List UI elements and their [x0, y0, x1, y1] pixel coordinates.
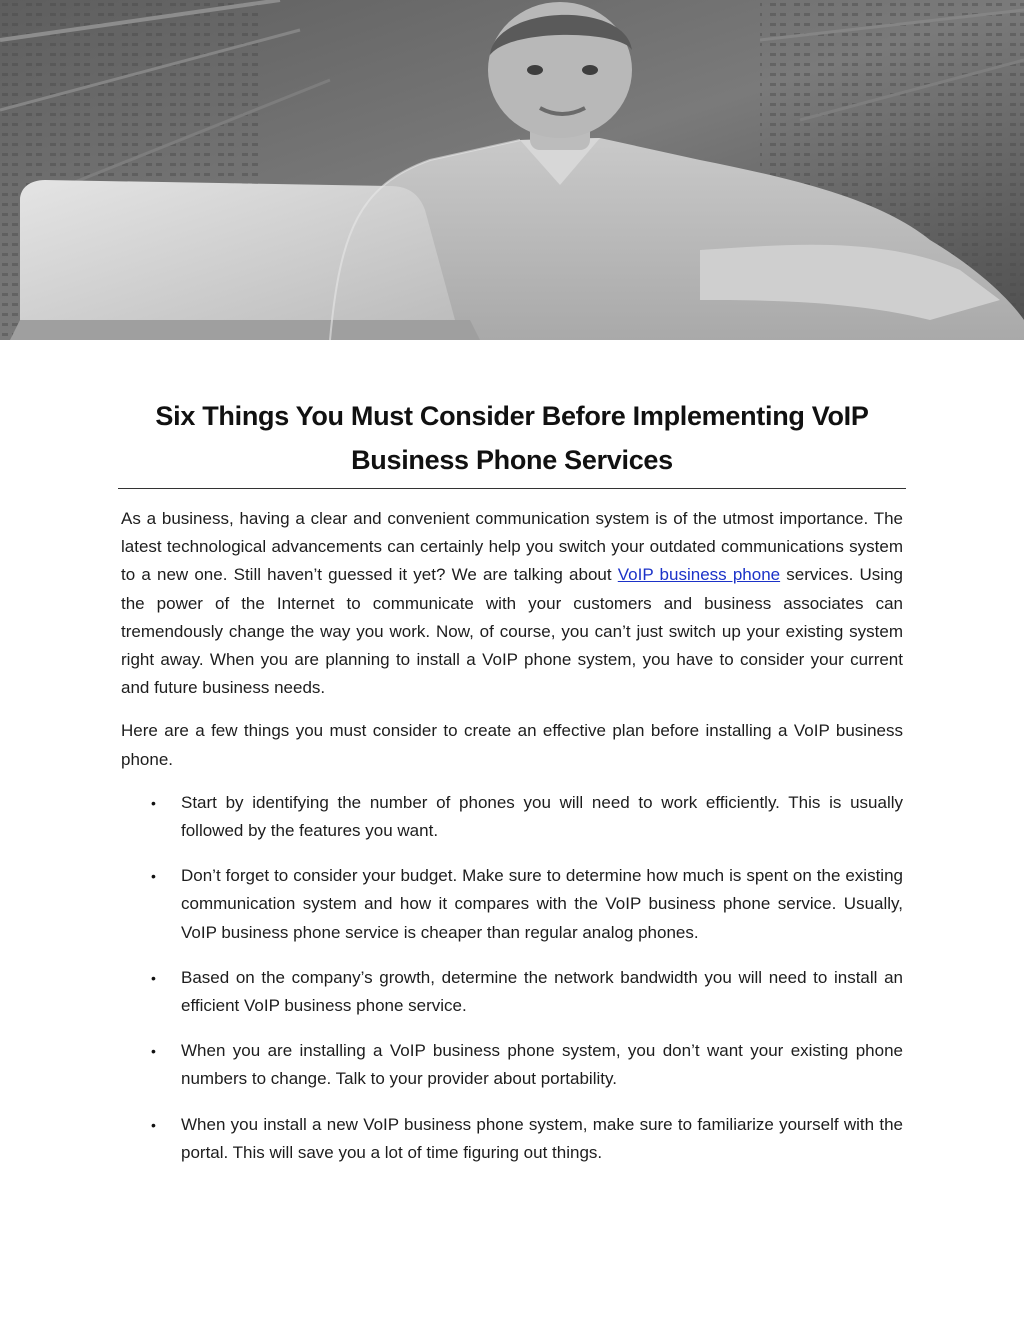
title-line-1: Six Things You Must Consider Before Implementing VoIP: [155, 401, 869, 431]
tip-text: Start by identifying the number of phones you will need to work efficiently. This is usually followed by the features you want.: [181, 792, 903, 841]
tips-list: [121, 789, 903, 1167]
lead-in-paragraph: Here are a few things you must consider to create an effective plan before installing a VoIP business phone.: [121, 721, 903, 769]
bullet-icon: •: [151, 1043, 156, 1060]
article-body: [118, 489, 906, 1167]
bullet-icon: •: [151, 868, 156, 885]
intro-paragraph: [121, 505, 903, 702]
tip-text: Based on the company’s growth, determine the network bandwidth you will need to install an efficient VoIP business phone service.: [181, 967, 903, 1016]
man-with-laptop-photo-icon: [0, 0, 1024, 340]
bullet-icon: •: [151, 1116, 156, 1133]
list-item: [151, 1111, 903, 1167]
hero-image: [0, 0, 1024, 340]
article: [118, 394, 906, 1184]
bullet-icon: •: [151, 969, 156, 986]
intro-text-after-link: services. Using the power of the Internet to communicate with your customers and business associates can tremendously change the way you work. Now, of course, you can’t just switch up your existing system right away. When you are planning to install a VoIP phone system, you have to consider your current and future business needs.: [121, 565, 903, 698]
list-item: [151, 964, 903, 1020]
page-title: [118, 394, 906, 489]
list-item: [151, 1037, 903, 1093]
tip-text: Don’t forget to consider your budget. Make sure to determine how much is spent on the existing communication system and how it compares with the VoIP business phone service. Usually, VoIP business phone service is cheaper than regular analog phones.: [181, 866, 903, 942]
tip-text: When you install a new VoIP business phone system, make sure to familiarize yourself with the portal. This will save you a lot of time figuring out things.: [181, 1114, 903, 1162]
list-item: [151, 789, 903, 845]
title-line-2: Business Phone Services: [351, 445, 673, 475]
intro-text-before-link: As a business, having a clear and convenient communication system is of the utmost importance. The latest technological advancements can certainly help you switch your outdated communications system to a new one. Still haven’t guessed it yet? We are talking about: [121, 509, 903, 585]
list-item: [151, 862, 903, 947]
voip-business-phone-link[interactable]: VoIP business phone: [617, 565, 781, 585]
tip-text: When you are installing a VoIP business phone system, you don’t want your existing phone numbers to change. Talk to your provider about portability.: [181, 1041, 903, 1089]
bullet-icon: •: [151, 794, 156, 811]
